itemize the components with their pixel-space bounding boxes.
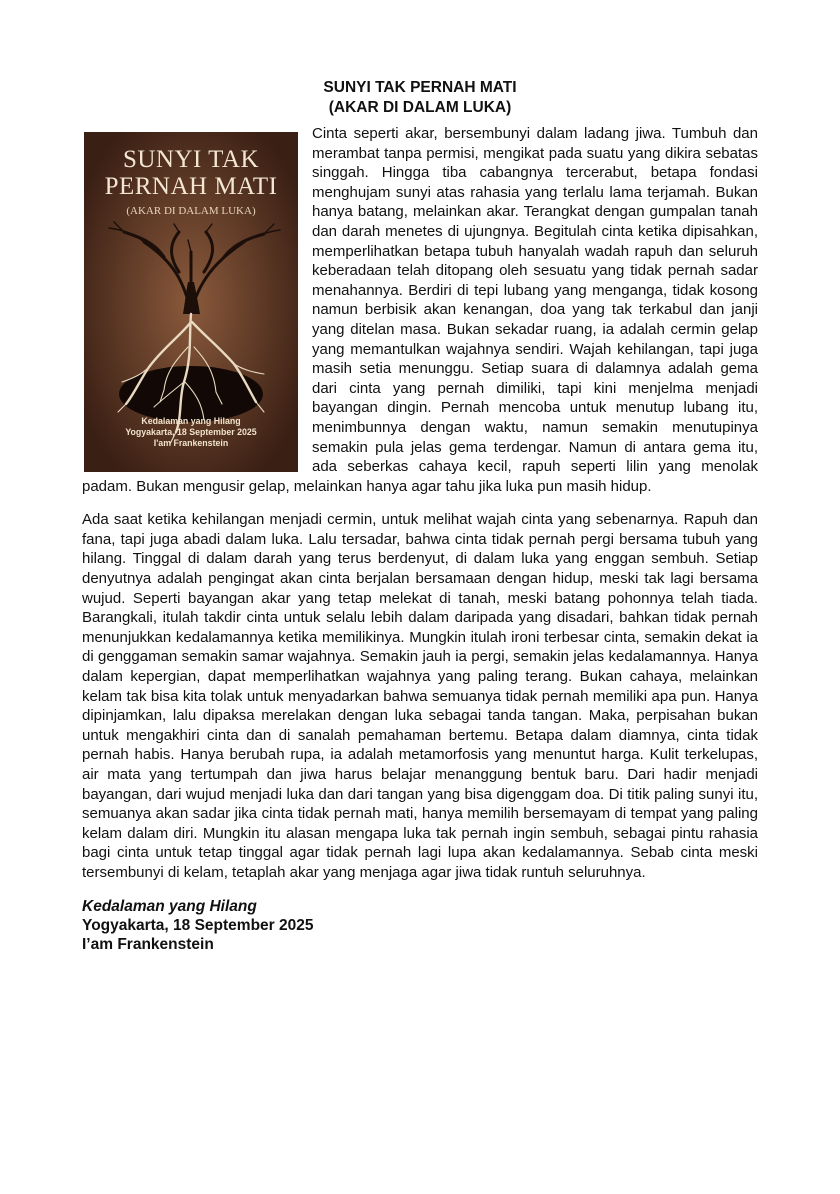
essay-body [82, 124, 758, 883]
signature-place: Kedalaman yang Hilang [82, 897, 257, 915]
signature-block [82, 897, 758, 954]
cover-title-line-1: SUNYI TAK [122, 146, 260, 173]
document-page [82, 78, 758, 954]
page-title [82, 78, 758, 118]
cover-caption-line-1: Kedalaman yang Hilang [141, 416, 241, 426]
signature-author: I’am Frankenstein [82, 935, 214, 953]
cover-caption-line-2: Yogyakarta, 18 September 2025 [125, 427, 257, 437]
cover-caption [84, 416, 298, 449]
title-line-1: SUNYI TAK PERNAH MATI [323, 79, 517, 96]
cover-caption-line-3: I'am Frankenstein [153, 438, 229, 448]
cover-title-line-2: PERNAH MATI [104, 173, 278, 200]
paragraph-2: Ada saat ketika kehilangan menjadi cermin, untuk melihat wajah cinta yang sebenarnya. Rapuh dan fana, tapi juga abadi dalam luka. Lalu tersadar, bahwa cinta tidak pernah pergi bersama tubuh yang hilang. Tinggal di dalam darah yang terus berdenyut, di dalam luka yang enggan sembuh. Setiap denyutnya adalah pengingat akan cinta berjalan bersamaan dengan hidup, meski tak lagi bersama wujud. Seperti bayangan akar yang tetap melekat di tanah, meski batang pohonnya telah tiada. Barangkali, itulah takdir cinta untuk selalu lebih dalam daripada yang disadari, bahkan tidak pernah menunjukkan kedalamannya ketika memilikinya. Mungkin itulah ironi terbesar cinta, semakin dekat ia di genggaman semakin samar wajahnya. Semakin jauh ia pergi, semakin jelas kedalamannya. Hanya dalam kepergian, dapat memperlihatkan wajahnya yang paling terang. Bukan cahaya, melainkan kelam tak bisa kita tolak untuk menyadarkan bahwa semuanya tidak pernah memiliki apa pun. Hanya dipinjamkan, lalu dipaksa merelakan dengan luka sebagai tanda tangan. Maka, perpisahan bukan untuk mengakhiri cinta dan di sanalah pemahaman bertemu. Betapa dalam diamnya, cinta tidak pernah habis. Hanya berubah rupa, ia adalah metamorfosis yang menuntut harga. Kulit terkelupas, air mata yang tertumpah dan jiwa harus belajar menanggung bentuk baru. Dari hadir menjadi bayangan, dari wujud menjadi luka dan dari tangan yang bisa digenggam doa. Di titik paling sunyi itu, semuanya akan sadar jika cinta tidak pernah mati, hanya memilih bersemayam di tempat yang paling kelam dalam diri. Mungkin itu alasan mengapa luka tak pernah ingin sembuh, sebagai pintu rahasia bagi cinta untuk tetap tinggal agar tidak pernah lagi lupa akan kedalamannya. Sebab cinta meski tersembunyi di kelam, tetaplah akar yang menjaga agar jiwa tidak runtuh seluruhnya. [82, 511, 758, 881]
cover-subtitle: (AKAR DI DALAM LUKA) [126, 205, 256, 217]
cover-title [84, 146, 298, 200]
paragraph-1: Cinta seperti akar, bersembunyi dalam ladang jiwa. Tumbuh dan merambat tanpa permisi, mengikat pada suatu yang dikira sebatas singgah. Hingga tiba cabangnya tercerabut, betapa fondasi menghujam sunyi atas rahasia yang terlalu lama terjamah. Bukan hanya batang, melainkan akar. Terangkat dengan gumpalan tanah dan darah menetes di ujungnya. Begitulah cinta ketika dipisahkan, memperlihatkan betapa tubuh hanyalah wadah rapuh dan seluruh keberadaan telah ditopang oleh sesuatu yang tidak pernah sadar menahannya. Berdiri di tepi lubang yang menganga, tidak kosong namun berbisik akan kenangan, doa yang tak terkabul dan janji yang ditelan masa. Bukan sekadar ruang, ia adalah cermin gelap yang memantulkan wajahnya sendiri. Wajah kehilangan, tapi juga masih setia menunggu. Setiap suara di dalamnya adalah gema dari cinta yang pernah dimiliki, tapi kini menjelma menjadi bayangan dingin. Pernah mencoba untuk menutup lubang itu, menimbunnya dengan waktu, namun semakin menutupinya semakin pula jelas gema terdengar. Namun di antara gema itu, ada seberkas cahaya kecil, rapuh seperti lilin yang menolak padam. Bukan mengusir gelap, melainkan hanya agar tahu jika luka pun masih hidup. [82, 125, 758, 495]
title-line-2: (AKAR DI DALAM LUKA) [328, 99, 512, 116]
signature-date: Yogyakarta, 18 September 2025 [82, 916, 314, 934]
cover-image [84, 132, 298, 472]
